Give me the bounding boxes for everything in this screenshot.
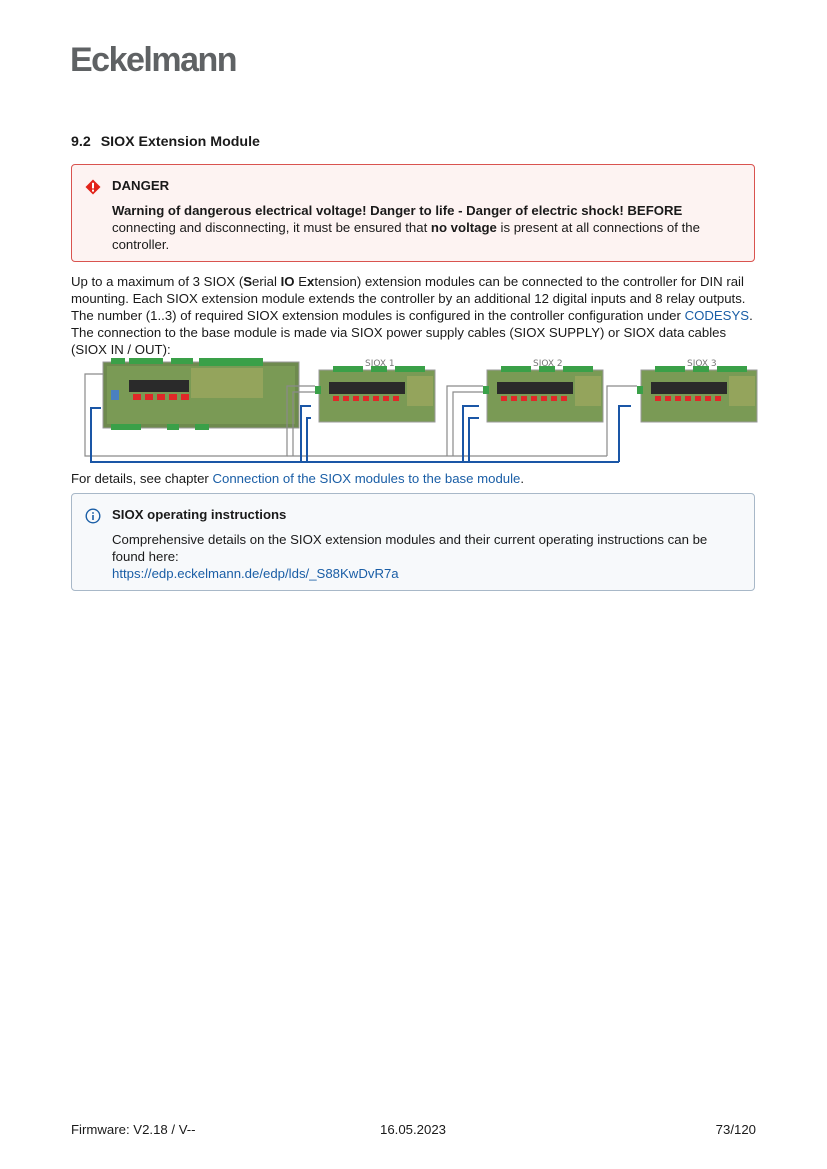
text: erial (252, 274, 281, 289)
danger-text (112, 202, 742, 253)
info-callout (71, 493, 755, 591)
danger-title: DANGER (112, 178, 170, 193)
danger-warning-bold: Warning of dangerous electrical voltage! Danger to life - Danger of electric shock! BEFORE (112, 203, 683, 218)
text-bold: x (307, 274, 315, 289)
text: tension) extension modules can be connected to the controller for DIN rail mounting. Each SIOX extension module extends the controller by an additional 12 digital inputs and 8 relay outputs. The number (1..3) of required SIOX extension modules is configured in the controller configuration under (71, 274, 746, 323)
text: Up to a maximum of 3 SIOX ( (71, 274, 244, 289)
intro-paragraph (71, 273, 761, 358)
section-heading (71, 134, 260, 151)
siox-module-3-image (637, 366, 757, 422)
danger-diamond-icon (85, 179, 101, 195)
eckelmann-logo: Eckelmann (70, 41, 237, 79)
siox-instructions-url-link[interactable]: https://edp.eckelmann.de/edp/lds/_S88KwDvR7a (112, 566, 399, 581)
section-title: SIOX Extension Module (100, 134, 260, 150)
text: For details, see chapter (71, 471, 213, 486)
danger-callout (71, 164, 755, 262)
text: . (520, 471, 525, 486)
base-module-image (103, 358, 299, 430)
codesys-link[interactable]: CODESYS (684, 308, 750, 323)
text: . The connection to the base module is made via SIOX power supply cables (SIOX SUPPLY) or SIOX data cables (SIOX IN / OUT): (71, 308, 753, 357)
info-text (112, 531, 742, 582)
text: E (294, 274, 308, 289)
info-body: Comprehensive details on the SIOX extension modules and their current operating instructions can be found here: (112, 532, 708, 564)
siox-3-label: SIOX 3 (687, 359, 717, 369)
footer-firmware: Firmware: V2.18 / V-- (71, 1122, 196, 1137)
danger-text-part: connecting and disconnecting, it must be ensured that (112, 220, 431, 235)
text-bold: IO (280, 274, 295, 289)
connection-chapter-link[interactable]: Connection of the SIOX modules to the base module (212, 471, 521, 486)
text-bold: S (243, 274, 253, 289)
siox-module-1-image (315, 366, 435, 422)
danger-no-voltage: no voltage (430, 220, 497, 235)
danger-text-part: is present at all connections of the controller. (112, 220, 700, 252)
siox-2-label: SIOX 2 (533, 359, 563, 369)
info-circle-icon (85, 508, 101, 524)
section-number: 9.2 (71, 134, 91, 150)
details-line (71, 471, 524, 488)
footer-date: 16.05.2023 (380, 1122, 447, 1137)
siox-module-2-image (483, 366, 603, 422)
footer-page-number: 73/120 (715, 1122, 756, 1137)
siox-1-label: SIOX 1 (365, 359, 395, 369)
siox-connection-diagram (71, 358, 761, 464)
info-title: SIOX operating instructions (112, 507, 287, 522)
